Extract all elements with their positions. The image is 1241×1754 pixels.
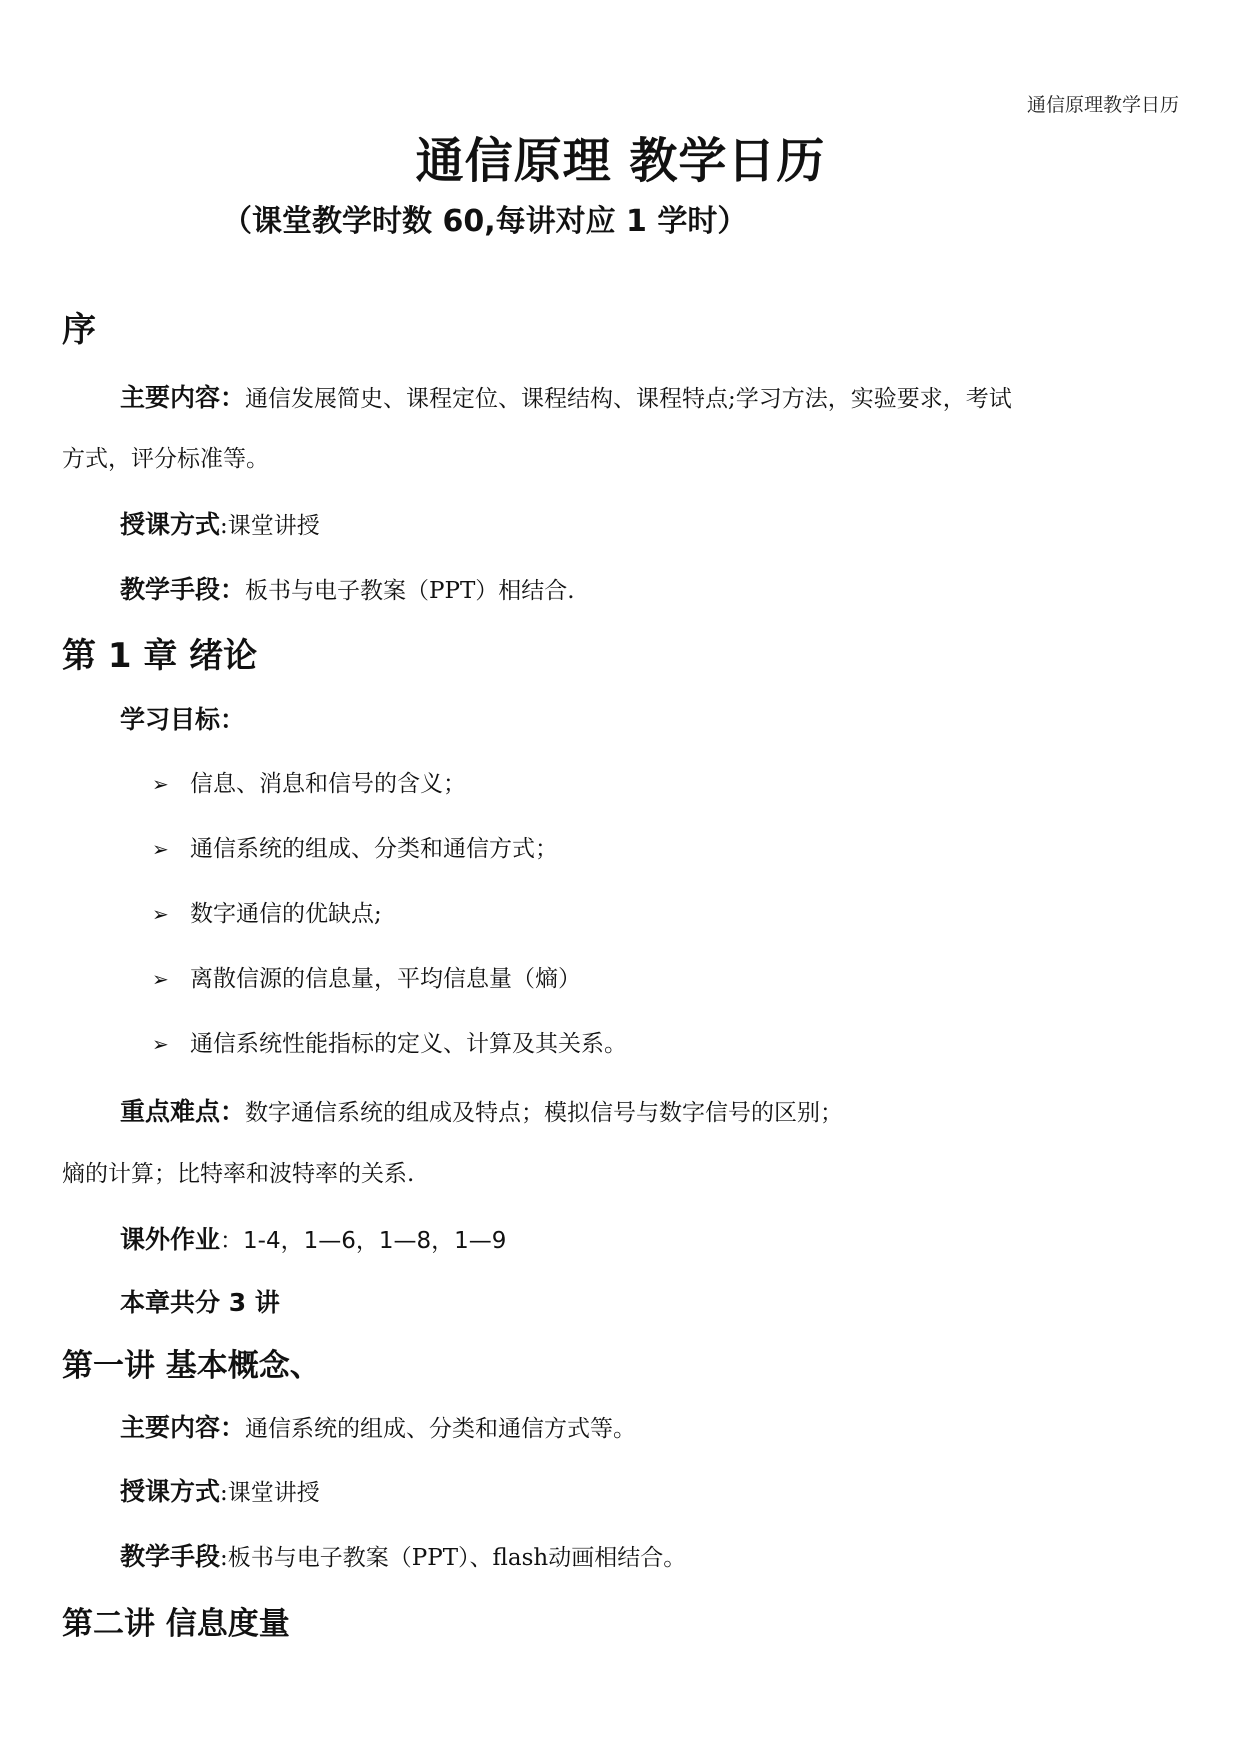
lecture1-method [120, 1472, 320, 1508]
chapter1-goals-label [120, 700, 245, 736]
preface-heading: 序 [62, 310, 96, 350]
lecture1-content [120, 1408, 636, 1444]
arrow-bullet-icon: ➢ [152, 837, 169, 861]
homework-value: ：1-4，1—6，1—8，1—9 [220, 1228, 507, 1254]
lecture2-heading: 第二讲 信息度量 [62, 1606, 290, 1642]
running-header: 通信原理教学日历 [1026, 94, 1179, 116]
key-points-label: 重点难点： [120, 1097, 246, 1126]
homework-label: 课外作业 [120, 1225, 221, 1254]
key-points-text: 数字通信系统的组成及特点；模拟信号与数字信号的区别； [245, 1100, 844, 1126]
arrow-bullet-icon: ➢ [152, 967, 169, 991]
arrow-bullet-icon: ➢ [152, 902, 169, 926]
goal-text: 通信系统性能指标的定义、计算及其关系。 [190, 1031, 627, 1057]
preface-content-label: 主要内容： [120, 383, 246, 412]
preface-means-label: 教学手段： [120, 575, 246, 604]
lecture1-means-label: 教学手段 [120, 1542, 221, 1571]
goal-text: 通信系统的组成、分类和通信方式； [190, 836, 558, 862]
preface-content-line2: 方式，评分标准等。 [62, 446, 269, 472]
arrow-bullet-icon: ➢ [152, 772, 169, 796]
chapter1-heading: 第 1 章 绪论 [62, 636, 258, 676]
arrow-bullet-icon: ➢ [152, 1032, 169, 1056]
preface-method-label: 授课方式 [120, 510, 221, 539]
chapter1-key-line1 [120, 1092, 843, 1128]
goal-item [152, 895, 382, 928]
goal-item [152, 765, 466, 798]
goal-text: 离散信源的信息量，平均信息量（熵） [190, 966, 581, 992]
goal-item [152, 830, 558, 863]
chapter1-homework [120, 1220, 506, 1256]
lecture1-method-label: 授课方式 [120, 1477, 221, 1506]
chapter1-key-line2: 熵的计算；比特率和波特率的关系. [62, 1161, 415, 1187]
goals-label-text: 学习目标： [120, 705, 246, 734]
lecture1-content-value: 通信系统的组成、分类和通信方式等。 [245, 1416, 637, 1442]
goal-item [152, 960, 581, 993]
document-subtitle: （课堂教学时数 60,每讲对应 1 学时） [222, 204, 748, 239]
goal-text: 信息、消息和信号的含义； [190, 771, 466, 797]
preface-means-value: 板书与电子教案（PPT）相结合. [245, 578, 575, 604]
preface-content-line1 [120, 378, 1012, 414]
document-title: 通信原理 教学日历 [415, 133, 826, 189]
goal-item [152, 1025, 627, 1058]
preface-method [120, 505, 320, 541]
lectures-note-text: 本章共分 3 讲 [120, 1288, 280, 1317]
preface-method-value: :课堂讲授 [220, 513, 320, 539]
lecture1-means [120, 1537, 686, 1573]
chapter1-lectures-note [120, 1283, 280, 1319]
goal-text: 数字通信的优缺点; [190, 901, 382, 927]
preface-means [120, 570, 575, 606]
lecture1-heading: 第一讲 基本概念、 [62, 1348, 321, 1384]
lecture1-method-value: :课堂讲授 [220, 1480, 320, 1506]
lecture1-means-value: :板书与电子教案（PPT）、flash动画相结合。 [220, 1545, 687, 1571]
preface-content-text: 通信发展简史、课程定位、课程结构、课程特点;学习方法，实验要求，考试 [245, 386, 1012, 412]
lecture1-content-label: 主要内容： [120, 1413, 246, 1442]
